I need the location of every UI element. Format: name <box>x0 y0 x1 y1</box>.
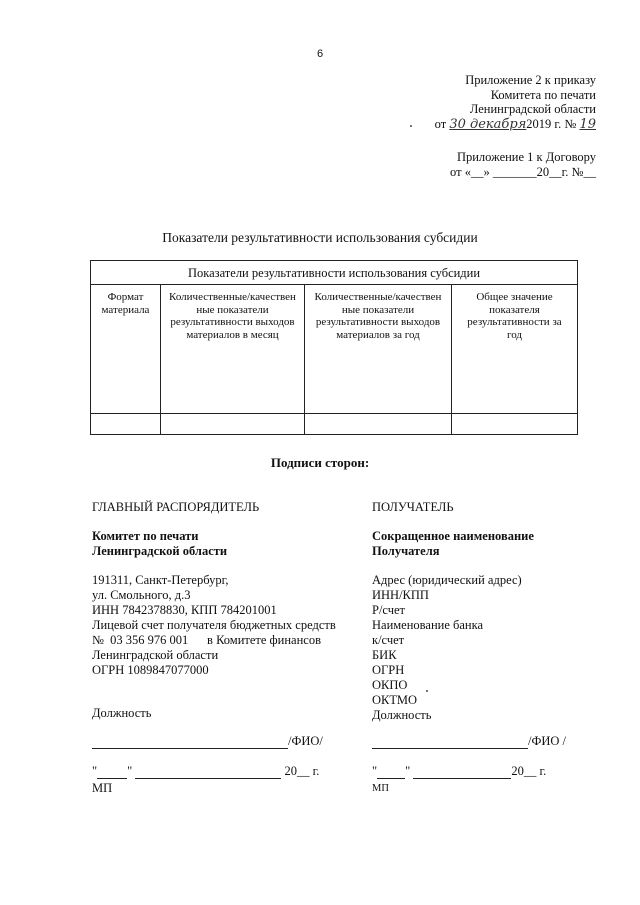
order-appendix-block <box>435 73 596 132</box>
left-org-line1: Комитет по печати <box>92 529 199 543</box>
order-appendix-line1: Приложение 2 к приказу <box>465 73 596 87</box>
signatures-title: Подписи сторон: <box>270 455 370 470</box>
right-ogrn: ОГРН <box>372 663 405 677</box>
left-address-line1: 191311, Санкт-Петербург, <box>92 573 229 587</box>
left-date-quote-open: " <box>92 764 98 778</box>
table-column-total <box>452 285 577 434</box>
right-account: Р/счет <box>372 603 406 617</box>
left-date-quote-close: " <box>127 764 133 778</box>
table-column-format <box>91 285 161 434</box>
right-party-block <box>372 500 602 723</box>
right-date-line <box>372 764 546 779</box>
right-org-line2: Получателя <box>372 544 440 558</box>
right-signature-underline <box>372 748 528 749</box>
indicators-table <box>90 260 578 435</box>
left-org-line2: Ленинградской области <box>92 544 228 558</box>
table-header-format: Формат материала <box>101 291 150 316</box>
order-date-handwritten: 30 декабря <box>449 116 527 132</box>
order-appendix-line2: Комитета по печати <box>490 87 596 102</box>
left-date-line <box>92 764 319 779</box>
order-number-handwritten: 19 <box>579 116 596 132</box>
left-role: ГЛАВНЫЙ РАСПОРЯДИТЕЛЬ <box>92 500 260 514</box>
left-fio-line <box>92 734 323 749</box>
right-position: Должность <box>372 708 432 722</box>
right-corr: к/счет <box>372 633 405 647</box>
right-org-line1: Сокращенное наименование <box>372 529 534 543</box>
right-bik: БИК <box>372 648 397 662</box>
right-date-quote-open: " <box>372 764 378 778</box>
left-account-line2: № 03 356 976 001 в Комитете финансов <box>92 633 321 647</box>
contract-appendix-line2: от «__» _______20__г. №__ <box>450 164 596 179</box>
order-appendix-date-line <box>435 117 596 133</box>
right-date-quote-close: " <box>405 764 411 778</box>
right-address: Адрес (юридический адрес) <box>372 573 522 587</box>
scan-speck <box>410 125 412 127</box>
left-fio: /ФИО/ <box>288 734 323 748</box>
right-stamp: МП <box>372 783 389 794</box>
right-oktmo: ОКТМО <box>372 693 417 707</box>
left-account-line1: Лицевой счет получателя бюджетных средств <box>92 618 336 632</box>
contract-appendix-block <box>450 150 596 179</box>
left-month-underline <box>135 778 281 779</box>
left-ogrn: ОГРН 1089847077000 <box>92 663 209 677</box>
right-bank: Наименование банка <box>372 618 484 632</box>
right-okpo: ОКПО <box>372 678 408 692</box>
right-inn-kpp: ИНН/КПП <box>372 588 429 602</box>
contract-appendix-line1: Приложение 1 к Договору <box>456 150 596 164</box>
order-date-suffix: 2019 г. № <box>526 116 577 131</box>
order-appendix-line3: Ленинградской области <box>469 102 596 116</box>
right-fio: /ФИО / <box>528 734 567 748</box>
page-heading: Показатели результативности использования субсидии <box>162 230 478 245</box>
left-stamp: МП <box>92 781 113 795</box>
page-number: 6 <box>316 48 324 60</box>
right-fio-line <box>372 734 566 749</box>
table-column-monthly <box>161 285 305 434</box>
left-inn-kpp: ИНН 7842378830, КПП 784201001 <box>92 603 277 617</box>
left-party-block <box>92 500 342 678</box>
left-day-underline <box>97 778 127 779</box>
left-date-year: 20__ г. <box>284 764 320 778</box>
table-data-row <box>91 413 577 414</box>
right-date-year: 20__ г. <box>511 764 547 778</box>
table-header-monthly: Количественные/качествен ные показатели результативности выходов материалов в месяц <box>169 291 296 341</box>
table-header-total: Общее значение показателя результативности за год <box>467 291 562 341</box>
table-title: Показатели результативности использования субсидии <box>91 261 577 285</box>
scan-speck <box>426 690 428 692</box>
right-role: ПОЛУЧАТЕЛЬ <box>372 500 454 514</box>
right-day-underline <box>377 778 405 779</box>
table-header-yearly: Количественные/качествен ные показатели результативности выходов материалов за год <box>314 291 442 341</box>
left-signature-underline <box>92 748 288 749</box>
right-month-underline <box>413 778 511 779</box>
left-address-line2: ул. Смольного, д.3 <box>92 588 191 602</box>
table-column-yearly <box>305 285 452 434</box>
left-account-line3: Ленинградской области <box>92 648 219 662</box>
order-date-prefix: от <box>434 116 447 131</box>
left-position: Должность <box>92 706 152 720</box>
